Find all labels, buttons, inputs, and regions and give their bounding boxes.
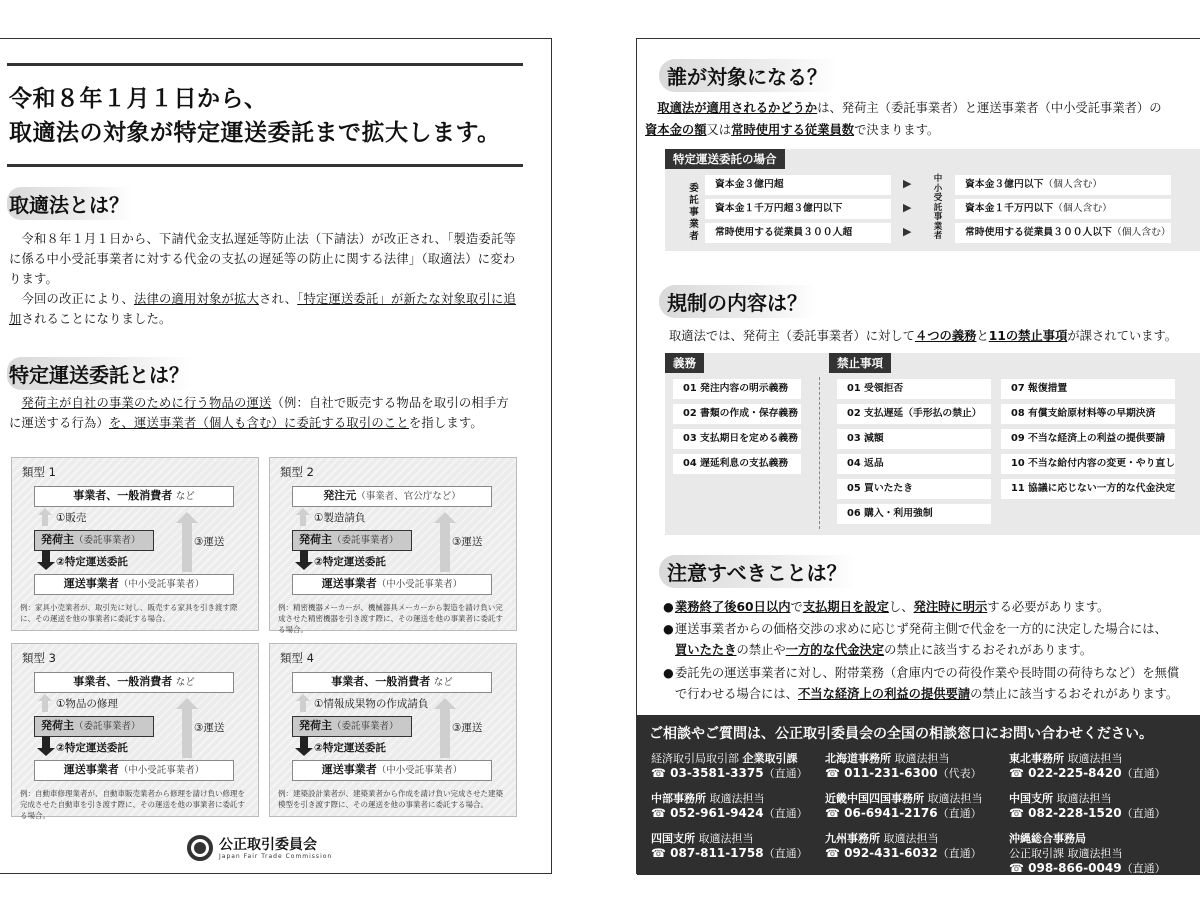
who-covered-line-2: 資本金の額又は常時使用する従業員数で決まります。 — [645, 123, 940, 137]
phone-number: ☎ 06-6941-2176（直通） — [825, 806, 982, 820]
phone-number: ☎ 022-225-8420（直通） — [1009, 766, 1166, 780]
type-label: 類型 1 — [22, 465, 56, 479]
caution-item-1: ●業務終了後60日以内で支払期日を設定し、発注時に明示する必要があります。 — [663, 600, 1110, 614]
law-desc-p1: 令和８年１月１日から、下請代金支払遅延等防止法（下請法）が改正され、「製造委託等に係る中小受託事業者に対する代金の支払の遅延等の防止に関する法律」（取適法）に変わります。 — [9, 232, 516, 286]
title-line-1: 令和８年１月１日から、 — [9, 86, 268, 112]
arrow-up-icon — [300, 700, 306, 712]
prohibitions-heading: 禁止事項 — [829, 353, 891, 373]
contact-title: ご相談やご質問は、公正取引委員会の全国の相談窓口にお問い合わせください。 — [649, 726, 1153, 742]
customer-box: 事業者、一般消費者 など — [34, 672, 234, 693]
right-page — [636, 38, 1200, 874]
contractor-row-1: 資本金３億円以下（個人含む） — [955, 175, 1171, 195]
jftc-emblem-icon — [187, 835, 213, 861]
example-text: 例：自動車修理業者が、自動車販売業者から修理を請け負い修理を完成させた自動車を引き渡す際に、その運送を他の事業者に委託する場合。 — [20, 789, 245, 820]
phone-number: ☎ 092-431-6032（直通） — [825, 846, 982, 860]
panel-heading: 特定運送委託の場合 — [665, 149, 785, 169]
law-description: 令和８年１月１日から、下請代金支払遅延等防止法（下請法）が改正され、「製造委託等に係る中小受託事業者に対する代金の支払の遅延等の防止に関する法律」（取適法）に変わります。 今回の改正により、法律の適用対象が拡大され、「特定運送委託」が新たな対象取引に追加されることになりました。 — [9, 232, 516, 326]
triangle-right-icon: ▶ — [903, 201, 912, 214]
capital-threshold-panel — [665, 149, 1200, 251]
regulation-item: 05 買いたたき — [837, 479, 991, 499]
contact-office: 近畿中国四国事務所 取適法担当 ☎ 06-6941-2176（直通） — [825, 792, 983, 820]
contact-office: 経済取引局取引部 企業取引課 ☎ 03-3581-3375（直通） — [651, 752, 808, 780]
regulation-item: 09 不当な経済上の利益の提供要請 — [1001, 429, 1175, 449]
arrow-up-icon — [300, 514, 306, 526]
contact-office: 九州事務所 取適法担当 ☎ 092-431-6032（直通） — [825, 832, 982, 860]
arrow-up-icon — [42, 514, 48, 526]
caution-item-3: ●委託先の運送事業者に対し、附帯業務（倉庫内での荷役作業や長時間の荷待ちなど）を無償 で行わせる場合には、不当な経済上の利益の提供要請の禁止に該当するおそれがあります。 — [663, 666, 1180, 701]
regulations-panel — [665, 353, 1200, 535]
consignor-row-2: 資本金１千万円超３億円以下 — [705, 199, 891, 219]
section-heading-caution: 注意すべきことは？ — [659, 555, 857, 588]
regulations-summary: 取適法では、発荷主（委託事業者）に対して４つの義務と11の禁止事項が課されています。 — [669, 329, 1178, 343]
page-title — [7, 63, 523, 167]
arrow-down-icon — [42, 550, 50, 562]
regulation-item: 01 受領拒否 — [837, 379, 991, 399]
shipper-box: 発荷主（委託事業者） — [292, 716, 412, 737]
triangle-right-icon: ▶ — [903, 177, 912, 190]
regulation-item: 10 不当な給付内容の変更・やり直し — [1001, 454, 1175, 474]
regulation-item: 08 有償支給原材料等の早期決済 — [1001, 404, 1175, 424]
step-3-label: ③運送 — [452, 722, 483, 734]
regulation-item: 03 減額 — [837, 429, 991, 449]
arrow-up-icon — [182, 708, 192, 758]
title-line-2: 取適法の対象が特定運送委託まで拡大します。 — [9, 120, 501, 146]
example-text: 例：家具小売業者が、取引先に対し、販売する家具を引き渡す際に、その運送を他の事業者に委託する場合。 — [20, 603, 238, 623]
consignor-row-3: 常時使用する従業員３００人超 — [705, 223, 891, 243]
carrier-box: 運送事業者（中小受託事業者） — [34, 760, 234, 781]
step-3-label: ③運送 — [194, 536, 225, 548]
type-3-diagram — [11, 643, 259, 820]
contact-office: 中部事務所 取適法担当 ☎ 052-961-9424（直通） — [651, 792, 808, 820]
arrow-down-icon — [42, 736, 50, 748]
customer-box: 発注元（事業者、官公庁など） — [292, 486, 492, 507]
regulation-item: 04 返品 — [837, 454, 991, 474]
contact-office: 東北事務所 取適法担当 ☎ 022-225-8420（直通） — [1009, 752, 1166, 780]
step-2-label: ②特定運送委託 — [314, 556, 386, 568]
regulation-item: 04 遅延利息の支払義務 — [673, 454, 801, 474]
type-1-diagram — [11, 457, 259, 631]
contractor-row-3: 常時使用する従業員３００人以下（個人含む） — [955, 223, 1171, 243]
section-heading-what-is-law: 取適法とは？ — [7, 187, 133, 220]
jftc-logo — [187, 835, 332, 861]
phone-number: ☎ 03-3581-3375（直通） — [651, 766, 808, 780]
type-label: 類型 2 — [280, 465, 314, 479]
regulation-item: 06 購入・利用強制 — [837, 504, 991, 524]
arrow-up-icon — [42, 700, 48, 712]
customer-box: 事業者、一般消費者 など — [34, 486, 234, 507]
shipper-box: 発荷主（委託事業者） — [34, 530, 154, 551]
regulation-item: 02 書類の作成・保存義務 — [673, 404, 801, 424]
step-3-label: ③運送 — [452, 536, 483, 548]
contractor-vertical-label: 中 小 受 託 事 業 者 — [933, 174, 943, 241]
type-label: 類型 4 — [280, 651, 314, 665]
phone-number: ☎ 087-811-1758（直通） — [651, 846, 808, 860]
contractor-row-2: 資本金１千万円以下（個人含む） — [955, 199, 1171, 219]
carrier-box: 運送事業者（中小受託事業者） — [292, 760, 492, 781]
phone-number: ☎ 011-231-6300（代表） — [825, 766, 982, 780]
caution-item-2: ●運送事業者からの価格交渉の求めに応じず発荷主側で代金を一方的に決定した場合には、 買いたたきの禁止や一方的な代金決定の禁止に該当するおそれがあります。 — [663, 622, 1167, 657]
logo-subtext: Japan Fair Trade Commission — [219, 852, 333, 860]
step-3-label: ③運送 — [194, 722, 225, 734]
customer-box: 事業者、一般消費者 など — [292, 672, 492, 693]
regulation-item: 07 報復措置 — [1001, 379, 1175, 399]
regulation-item: 03 支払期日を定める義務 — [673, 429, 801, 449]
regulation-item: 11 協議に応じない一方的な代金決定 — [1001, 479, 1175, 499]
step-1-label: ①物品の修理 — [56, 698, 118, 710]
logo-text: 公正取引委員会 — [219, 836, 317, 853]
carrier-box: 運送事業者（中小受託事業者） — [292, 574, 492, 595]
consignor-row-1: 資本金３億円超 — [705, 175, 891, 195]
contact-office: 沖縄総合事務局 公正取引課 取適法担当 ☎ 098-866-0049（直通） — [1009, 832, 1166, 875]
arrow-up-icon — [440, 522, 450, 572]
type-4-diagram — [269, 643, 517, 817]
column-divider — [819, 377, 820, 529]
contact-office: 北海道事務所 取適法担当 ☎ 011-231-6300（代表） — [825, 752, 982, 780]
shipper-box: 発荷主（委託事業者） — [292, 530, 412, 551]
regulation-item: 02 支払遅延（手形払の禁止） — [837, 404, 991, 424]
type-label: 類型 3 — [22, 651, 56, 665]
phone-number: ☎ 082-228-1520（直通） — [1009, 806, 1166, 820]
who-covered-line-1: 取適法が適用されるかどうかは、発荷主（委託事業者）と運送事業者（中小受託事業者）の — [657, 101, 1162, 115]
duties-heading: 義務 — [665, 353, 704, 373]
step-2-label: ②特定運送委託 — [314, 742, 386, 754]
specified-transport-description: 発荷主が自社の事業のために行う物品の運送（例：自社で販売する物品を取引の相手方に運送する行為）を、運送事業者（個人も含む）に委託する取引のことを指します。 — [9, 396, 509, 430]
step-1-label: ①販売 — [56, 512, 87, 524]
phone-number: ☎ 098-866-0049（直通） — [1009, 861, 1166, 875]
section-heading-specified-transport: 特定運送委託とは？ — [7, 357, 193, 390]
example-text: 例：精密機器メーカーが、機械器具メーカーから製造を請け負い完成させた精密機器を引き渡す際に、その運送を他の事業者に委託する場合。 — [278, 603, 503, 634]
left-page — [0, 38, 552, 874]
arrow-up-icon — [440, 708, 450, 758]
section-heading-regulations: 規制の内容は？ — [659, 285, 817, 318]
contact-panel — [637, 715, 1200, 875]
step-1-label: ①情報成果物の作成請負 — [314, 698, 429, 710]
arrow-up-icon — [182, 522, 192, 572]
consignor-vertical-label: 委 託 事 業 者 — [689, 183, 699, 242]
phone-number: ☎ 052-961-9424（直通） — [651, 806, 808, 820]
regulation-item: 01 発注内容の明示義務 — [673, 379, 801, 399]
shipper-box: 発荷主（委託事業者） — [34, 716, 154, 737]
type-2-diagram — [269, 457, 517, 634]
step-1-label: ①製造請負 — [314, 512, 366, 524]
section-heading-who-is-covered: 誰が対象になる？ — [659, 59, 837, 92]
step-2-label: ②特定運送委託 — [56, 556, 128, 568]
contact-office: 中国支所 取適法担当 ☎ 082-228-1520（直通） — [1009, 792, 1166, 820]
arrow-down-icon — [300, 550, 308, 562]
arrow-down-icon — [300, 736, 308, 748]
contact-office: 四国支所 取適法担当 ☎ 087-811-1758（直通） — [651, 832, 808, 860]
example-text: 例：建築設計業者が、建築業者から作成を請け負い完成させた建築模型を引き渡す際に、その運送を他の事業者に委託する場合。 — [278, 789, 503, 809]
carrier-box: 運送事業者（中小受託事業者） — [34, 574, 234, 595]
triangle-right-icon: ▶ — [903, 225, 912, 238]
step-2-label: ②特定運送委託 — [56, 742, 128, 754]
